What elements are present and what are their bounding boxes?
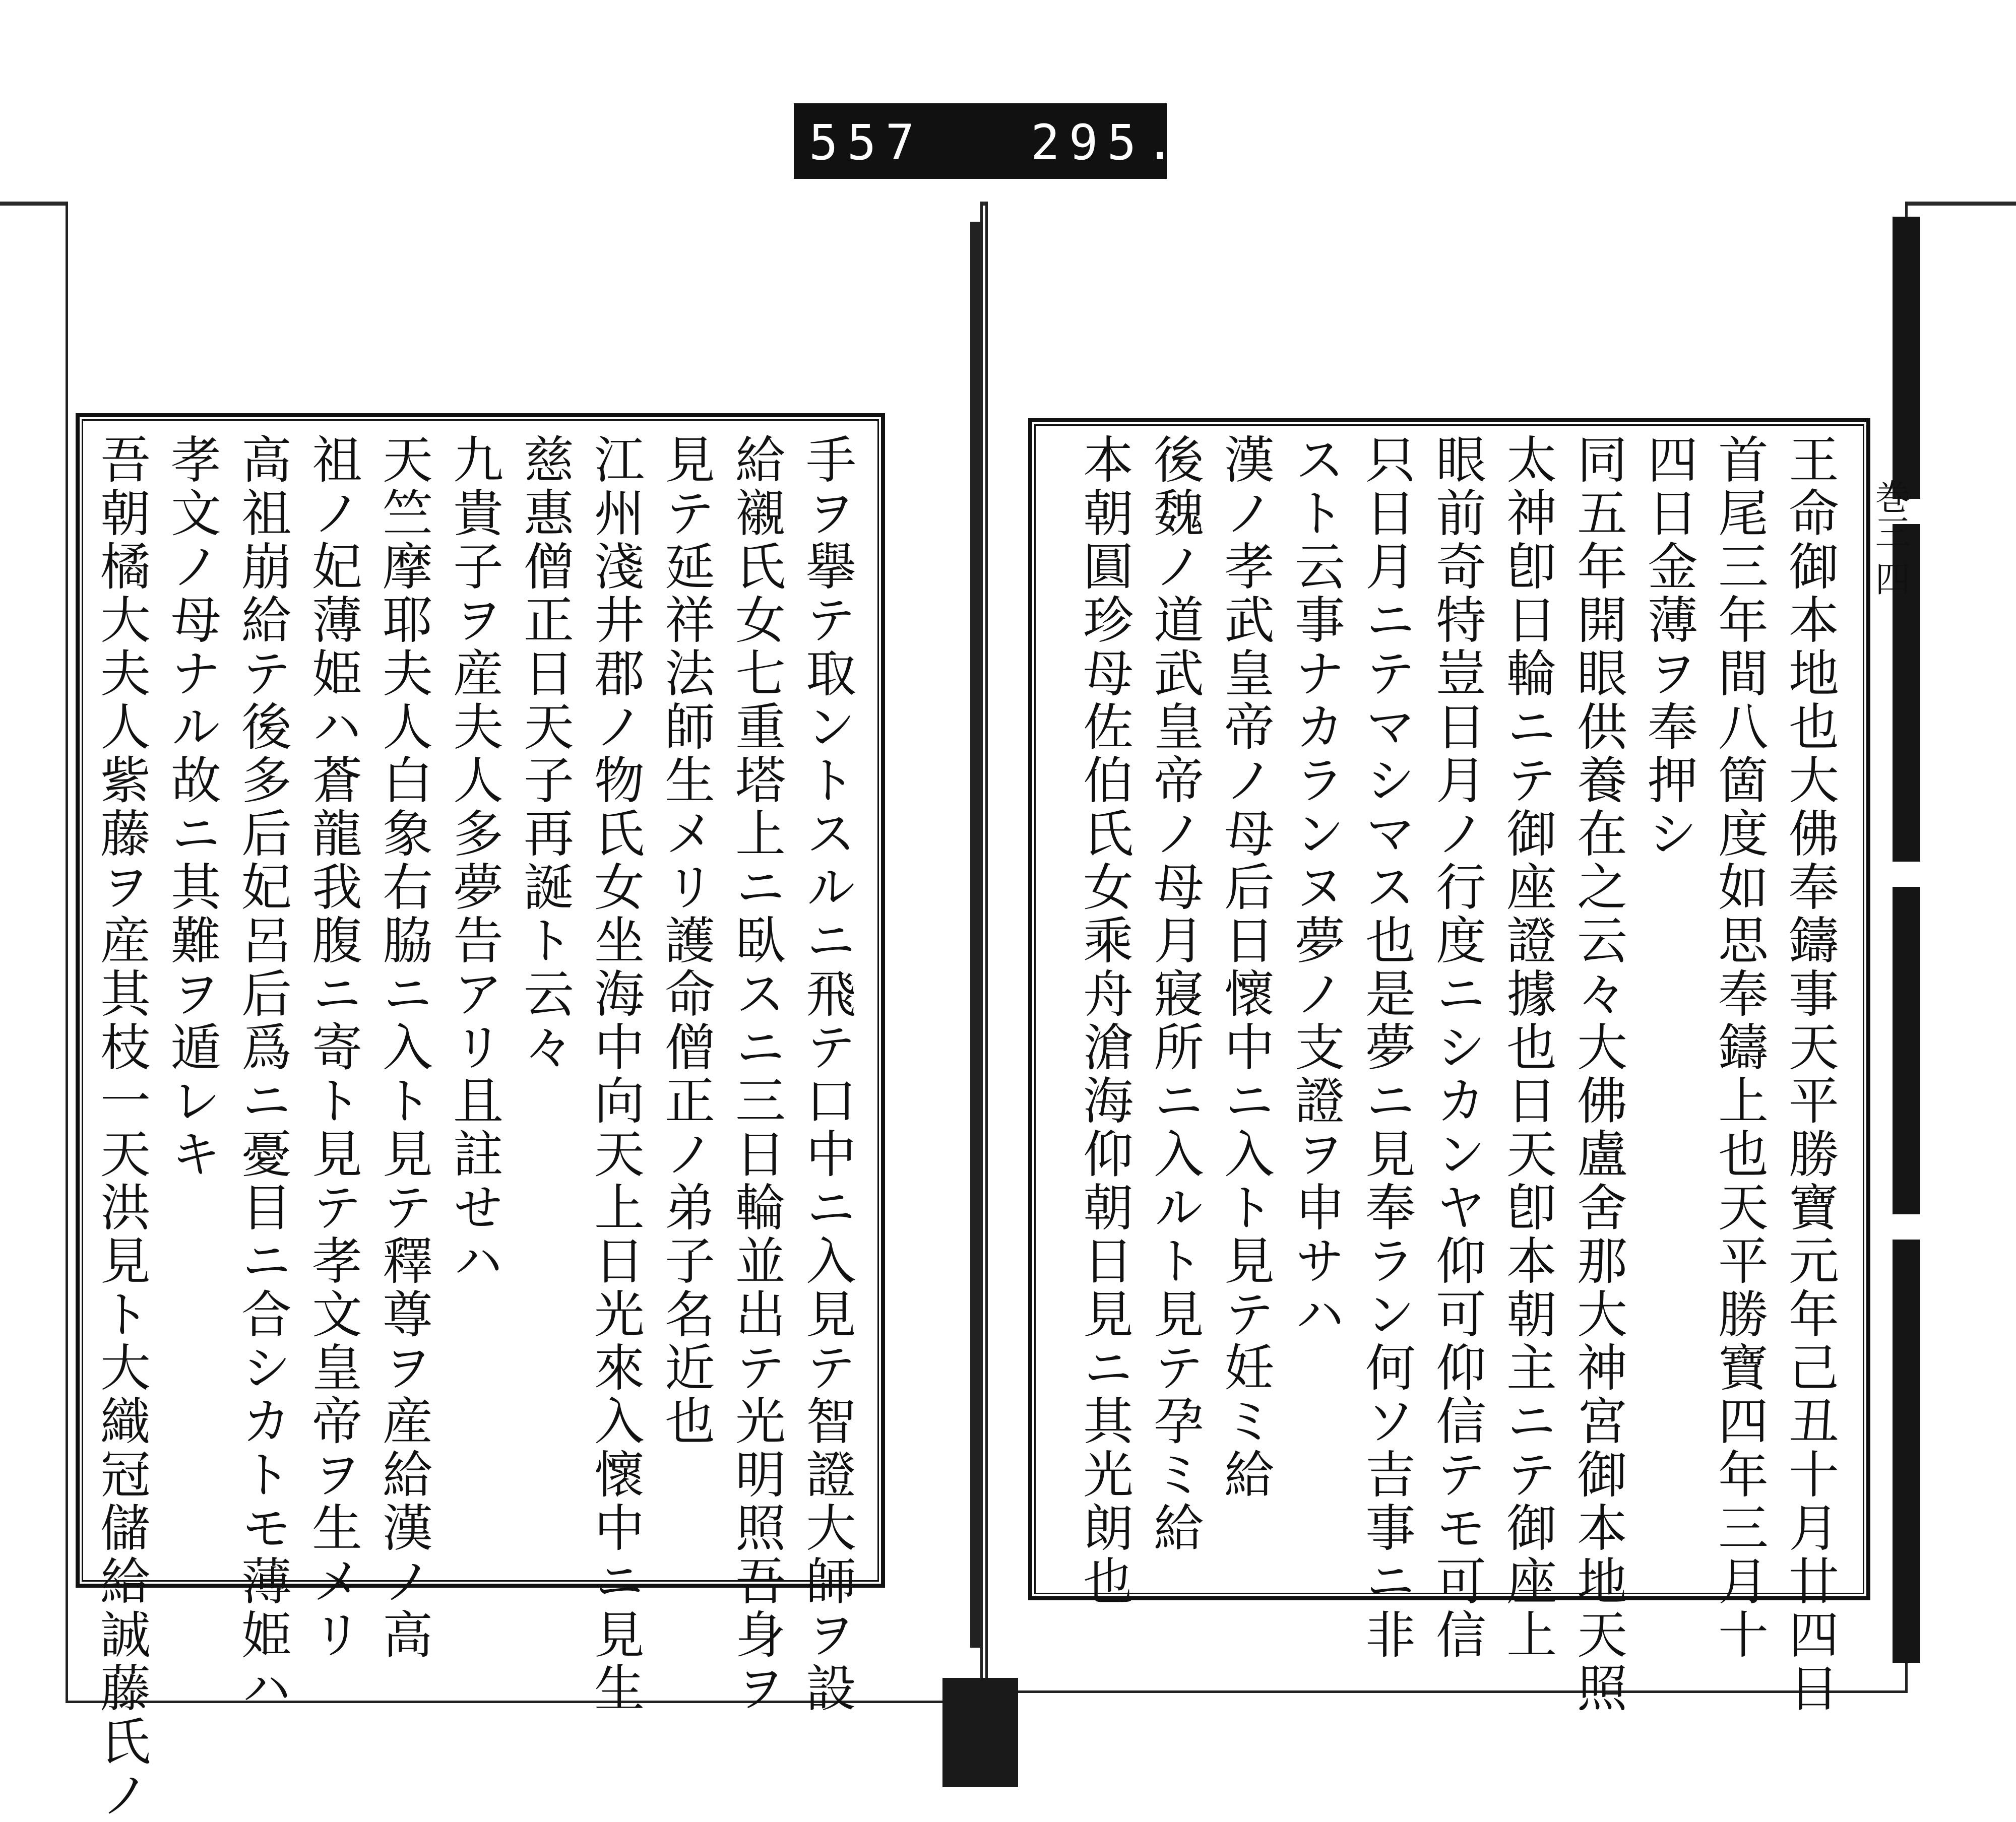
text-column: 眼前奇特豈日月ノ行度ニシカンヤ仰可仰信テモ可信 [1427,433,1486,1662]
text-column: 只日月ニテマシマス也是夢ニ見奉ラン何ソ吉事ニ非 [1357,433,1416,1662]
right-page-edge [1893,217,1920,1663]
text-column: 首尾三年間八箇度如思奉鑄上也天平勝寶四年三月十 [1710,433,1769,1662]
text-column: 四日金薄ヲ奉押シ [1639,433,1698,861]
leaf-number: 四 [1869,560,1911,596]
text-column: 漢ノ孝武皇帝ノ母后日懷中ニ入ト見テ妊ミ給 [1216,433,1275,1502]
text-column: 太神卽日輪ニテ御座證據也日天卽本朝主ニテ御座上 [1498,433,1557,1662]
left-page-text [76,433,862,1822]
call-number-right: 295. [1031,114,1184,171]
book-gutter [970,222,980,1648]
text-column: 天竺摩耶夫人白象右脇ニ入ト見テ釋尊ヲ産給漢ノ高 [374,433,433,1662]
running-head [1865,479,1916,596]
text-column: 見テ延祥法師生メリ護命僧正ノ弟子名近也 [656,433,715,1448]
text-column: 本朝圓珍母佐伯氏女乘舟滄海仰朝日見ニ其光朗也 [1075,433,1133,1608]
text-column: 同五年開眼供養在之云々大佛盧舍那大神宮御本地天照 [1568,433,1627,1715]
edge-mark [1893,1214,1920,1240]
text-column: 江州淺井郡ノ物氏女坐海中向天上日光來入懷中ニ見生 [586,433,645,1715]
text-column: 慈惠僧正日天子再誕ト云々 [515,433,574,1074]
text-column: 給襯氏女七重塔上ニ臥スニ三日輪並出テ光明照吾身ヲ [727,433,786,1715]
text-column: 吾朝橘大夫人紫藤ヲ産其枝一天洪見ト大織冠儲給誠藤氏ノ [92,433,151,1822]
text-column: スト云事ナカランヌ夢ノ支證ヲ申サハ [1286,433,1345,1341]
text-column: 後魏ノ道武皇帝ノ母月寢所ニ入ルト見テ孕ミ給 [1145,433,1204,1555]
book-gutter-foot [942,1678,1018,1787]
text-column: 九貴子ヲ産夫人多夢告アリ且註せハ [445,433,503,1288]
text-column: 王命御本地也大佛奉鑄事天平勝寶元年己丑十月廿四日 [1780,433,1839,1715]
text-column: 孝文ノ母ナル故ニ其難ヲ遁レキ [162,433,221,1181]
text-column: 高祖崩給テ後多后妃呂后爲ニ憂目ニ合シカトモ薄姫ハ [233,433,292,1715]
text-column: 手ヲ擧テ取ントスルニ飛テ口中ニ入見テ智證大師ヲ設 [797,433,856,1715]
edge-mark [1893,862,1920,887]
right-page-text [1028,433,1845,1715]
running-head-title: 巻三 [1869,479,1911,549]
call-number-left: 557 [809,114,924,171]
call-number-label [794,103,1184,179]
text-column: 祖ノ妃薄姫ハ蒼龍我腹ニ寄ト見テ孝文皇帝ヲ生メリ [303,433,362,1662]
